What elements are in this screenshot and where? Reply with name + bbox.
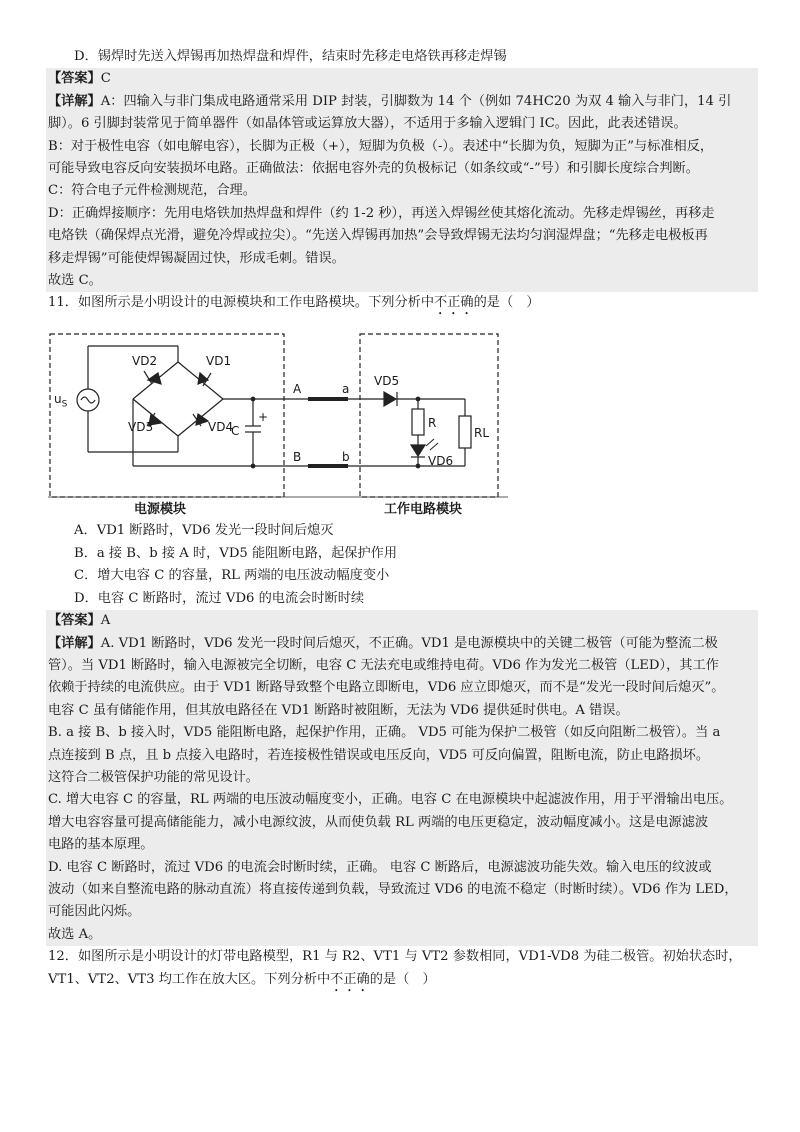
q10-answer-line (48, 68, 758, 90)
q11-detail-line: 点连接到 B 点，且 b 点接入电路时，若连接极性错误或电压反向，VD5 可反向偏置，阻断电流，防止电路损坏。 (48, 747, 710, 763)
ac-wave (81, 397, 95, 403)
label-vd4: VD4 (208, 420, 234, 435)
q10-detail-line: B：对于极性电容（如电解电容），长脚为正极（+），短脚为负极（-）。表述中“长脚为负，短脚为正”与标准相反， (48, 138, 714, 154)
q11-detail-line (48, 633, 758, 655)
label-c: C (231, 424, 240, 439)
q12-stem-line2: VT1、VT2、VT3 均工作在放大区。下列分析中不正确的是（ ） (48, 971, 436, 987)
emphasis-text: 不正确 (330, 971, 370, 987)
q11-option-c: C．增大电容 C 的容量，RL 两端的电压波动幅度变小 (74, 568, 390, 584)
label-us: $u_S$ (54, 392, 68, 410)
label-b: b (342, 450, 350, 465)
label-plus: + (258, 410, 269, 425)
q10-detail-line: 可能导致电容反向安装损坏电路。正确做法：依据电容外壳的负极标记（如条纹或“-”号）和引脚长度综合判断。 (48, 161, 699, 177)
resistor-r (412, 409, 424, 435)
q10-detail-line: 移走焊锡”可能使焊锡凝固过快，形成毛刺。错误。 (48, 250, 345, 266)
q11-detail-line: 电路的基本原理。 (48, 837, 154, 853)
q11-detail-line: 电容 C 虽有储能作用，但其放电路径在 VD1 断路时被阻断，无法为 VD6 提供延时供电。A 错误。 (48, 702, 629, 718)
label-B: B (293, 450, 302, 465)
detail-tag: 【详解】 (48, 635, 101, 651)
q11-detail-line: 管）。当 VD1 断路时，输入电源被完全切断，电容 C 无法充电或维持电荷。VD6 作为发光二极管（LED），其工作 (48, 657, 719, 673)
label-vd6: VD6 (428, 454, 454, 469)
answer-value: A (100, 613, 111, 629)
answer-tag: 【答案】 (48, 613, 101, 629)
resistor-rl (459, 416, 471, 448)
q11-option-d: D．电容 C 断路时，流过 VD6 的电流会时断时续 (74, 590, 365, 606)
label-rl: RL (474, 426, 490, 441)
vd5-diode-symbol (384, 392, 396, 406)
q11-detail-line: B. a 接 B、b 接入时，VD5 能阻断电路，起保护作用，正确。 VD5 可能为保护二极管（如反向阻断二极管）。当 a (48, 725, 721, 741)
q10-detail-line: C：符合电子元件检测规范，合理。 (48, 183, 256, 199)
emphasis-text: 不正确 (434, 295, 474, 311)
label-r: R (428, 416, 437, 431)
q11-detail-line: 波动（如来自整流电路的脉动直流）将直接传递到负载，导致流过 VD6 的电流不稳定（时断时续）。VD6 作为 LED， (48, 881, 738, 897)
circuit-diagram (48, 326, 508, 516)
q11-option-a: A．VD1 断路时，VD6 发光一段时间后熄灭 (74, 523, 334, 539)
q12-stem-line1: 12．如图所示是小明设计的灯带电路模型，R1 与 R2、VT1 与 VT2 参数相同，VD1-VD8 为硅二极管。初始状态时， (48, 949, 742, 965)
document-page (48, 46, 758, 995)
answer-tag: 【答案】 (48, 71, 101, 87)
q11-detail-line: C. 增大电容 C 的容量，RL 两端的电压波动幅度变小，正确。电容 C 在电源模块中起滤波作用，用于平滑输出电压。 (48, 792, 733, 808)
q11-detail-line: 依赖于持续的电流供应。由于 VD1 断路导致整个电路立即断电，VD6 应立即熄灭，而不是“发光一段时间后熄灭”。 (48, 680, 725, 696)
label-a: a (342, 382, 350, 397)
answer-value: C (100, 71, 111, 87)
vd1-diode-symbol (198, 373, 208, 384)
vd2-diode-symbol (148, 373, 161, 384)
q11-detail-line: 这符合二极管保护功能的常见设计。 (48, 769, 259, 785)
q11-solution-block (46, 610, 758, 946)
q11-detail-line: 故选 A。 (48, 926, 102, 942)
q11-option-b: B．a 接 B、b 接 A 时，VD5 能阻断电路，起保护作用 (74, 545, 398, 561)
q10-detail-line: 故选 C。 (48, 273, 102, 289)
label-vd1: VD1 (206, 354, 232, 369)
caption-work-module: 工作电路模块 (384, 502, 463, 518)
q10-detail-line: D：正确焊接顺序：先用电烙铁加热焊盘和焊件（约 1-2 秒），再送入焊锡丝使其熔化流动。先移走焊锡丝，再移走 (48, 205, 715, 221)
q11-answer-line (48, 610, 758, 632)
q10-option-d: D．锡焊时先送入焊锡再加热焊盘和焊件，结束时先移走电烙铁再移走焊锡 (74, 49, 507, 64)
q10-solution-block (46, 68, 758, 292)
detail-text: A：四输入与非门集成电路通常采用 DIP 封装，引脚数为 14 个（例如 74HC20 为双 4 输入与非门，14 引 (100, 93, 732, 109)
q10-detail-line: 电烙铁（确保焊点光滑，避免冷焊或拉尖）。“先送入焊锡再加热”会导致焊锡无法均匀润湿焊盘；“先移走电极板再 (48, 228, 708, 244)
label-vd3: VD3 (128, 420, 154, 435)
q11-detail-line: D. 电容 C 断路时，流过 VD6 的电流会时断时续，正确。 电容 C 断路后，电源滤波功能失效。输入电压的纹波或 (48, 859, 712, 875)
label-A: A (293, 382, 302, 397)
q11-detail-line: 可能因此闪烁。 (48, 904, 141, 920)
label-vd5: VD5 (374, 374, 400, 389)
caption-power-module: 电源模块 (134, 502, 187, 518)
power-module-border (50, 334, 284, 497)
vd6-led-symbol (411, 445, 425, 456)
circuit-schematic (48, 326, 508, 516)
detail-tag: 【详解】 (48, 93, 101, 109)
q11-detail-line: 增大电容容量可提高储能能力，减小电源纹波，从而使负载 RL 两端的电压更稳定，波动幅度减小。这是电源滤波 (48, 814, 709, 830)
q10-detail-line (48, 91, 758, 113)
label-vd2: VD2 (132, 354, 158, 369)
q10-detail-line: 脚）。6 引脚封装常见于简单器件（如晶体管或运算放大器），不适用于多输入逻辑门 IC。因此，此表述错误。 (48, 116, 687, 132)
detail-text: A. VD1 断路时，VD6 发光一段时间后熄灭，不正确。VD1 是电源模块中的关键二极管（可能为整流二极 (100, 635, 718, 651)
q11-stem: 11．如图所示是小明设计的电源模块和工作电路模块。下列分析中不正确的是（ ） (48, 295, 540, 311)
